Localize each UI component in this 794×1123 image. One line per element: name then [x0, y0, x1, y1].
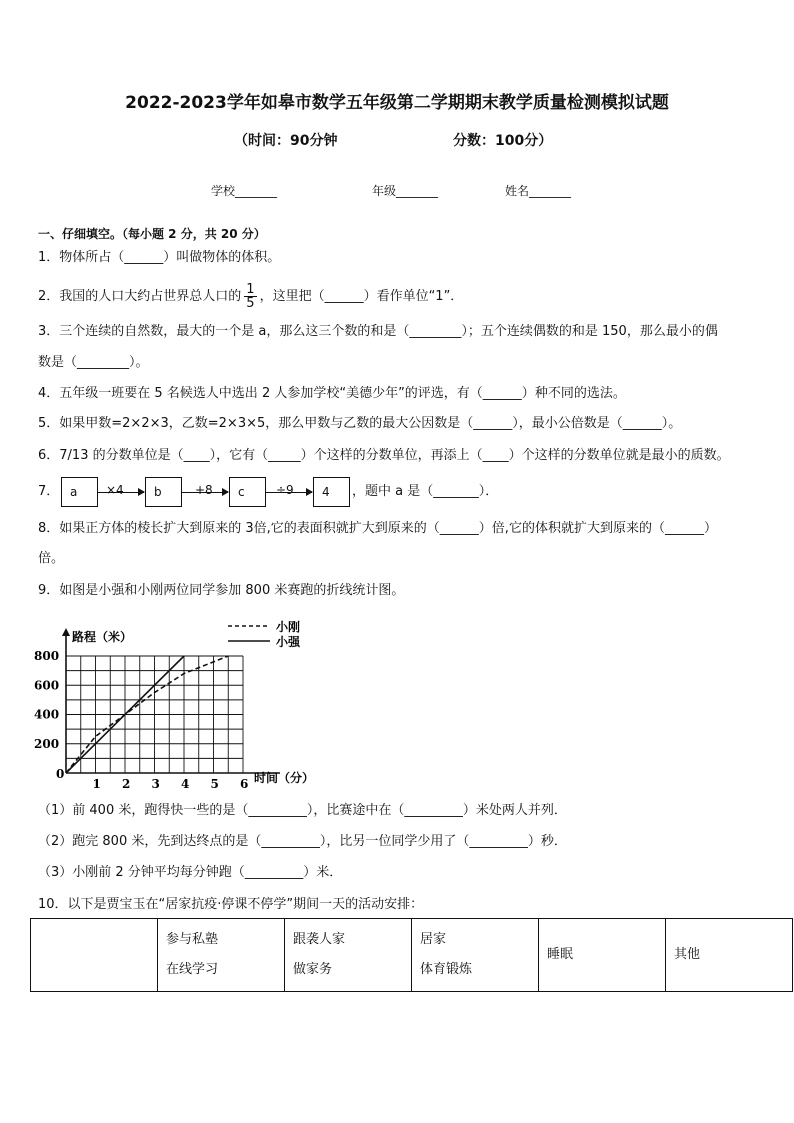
question-4: 4．五年级一班要在 5 名候选人中选出 2 人参加学校“美德少年”的评选，有（______）种不同的选法。 — [38, 386, 626, 401]
flow-box-b: b — [145, 477, 182, 507]
exam-score: 分数：100分） — [453, 133, 553, 149]
flow-box-a: a — [61, 477, 98, 507]
legend-label: 小刚 — [276, 620, 301, 634]
name-field: 姓名_______ — [505, 184, 572, 198]
section-heading: 一、仔细填空。（每小题 2 分，共 20 分） — [38, 227, 266, 241]
school-field: 学校_______ — [211, 184, 278, 198]
cell-line: 居家 — [420, 932, 447, 947]
question-9-part-1: （1）前 400 米，跑得快一些的是（_________），比赛途中在（_________）米处两人并列． — [38, 803, 567, 818]
flow-op-divide: ÷9 — [276, 483, 294, 497]
cell-line: 其他 — [674, 947, 701, 962]
flow-op-multiply: ×4 — [106, 483, 124, 497]
question-8-line-2: 倍。 — [38, 551, 65, 566]
question-5: 5．如果甲数=2×2×3，乙数=2×3×5，那么甲数与乙数的最大公因数是（______），最小公倍数是（______）。 — [38, 416, 682, 431]
fraction-denominator: 5 — [246, 296, 255, 311]
question-6: 6．7/13 的分数单位是（____），它有（_____）个这样的分数单位，再添上（____）个这样的分数单位就是最小的质数。 — [38, 448, 730, 463]
table-cell — [158, 919, 285, 992]
question-10-intro: 10．以下是贾宝玉在“居家抗疫·停课不停学”期间一天的活动安排： — [38, 897, 424, 912]
y-tick-label: 400 — [34, 707, 60, 722]
table-cell — [31, 919, 158, 992]
exam-time: （时间：90分钟 — [234, 133, 338, 149]
y-tick-label: 600 — [34, 678, 60, 693]
cell-line: 跟袭人家 — [293, 932, 346, 947]
flow-box-c: c — [229, 477, 266, 507]
chart-axes — [62, 628, 280, 773]
question-2-after: ，这里把（______）看作单位“1”． — [259, 289, 464, 304]
question-2-before: 2．我国的人口大约占世界总人口的 — [38, 289, 242, 304]
question-8-line-1: 8．如果正方体的棱长扩大到原来的 3倍,它的表面积就扩大到原来的（______）倍,它的体积就扩大到原来的（______） — [38, 521, 717, 536]
x-axis-label: 时间（分） — [254, 771, 315, 785]
cell-line: 参与私塾 — [166, 932, 219, 947]
cell-line: 体育锻炼 — [420, 962, 473, 977]
question-3-line-2: 数是（________）。 — [38, 355, 149, 370]
x-tick-label: 6 — [240, 777, 249, 791]
x-tick-label: 0 — [56, 767, 65, 781]
cell-line: 在线学习 — [166, 962, 219, 977]
table-cell — [666, 919, 793, 992]
y-axis-arrow — [62, 628, 70, 636]
fraction — [244, 283, 256, 310]
table-cell — [285, 919, 412, 992]
y-tick-label: 200 — [34, 736, 60, 751]
x-tick-label: 5 — [210, 777, 219, 791]
y-axis-label: 路程（米） — [72, 630, 133, 644]
chart-legend — [228, 620, 301, 649]
question-2 — [38, 283, 463, 310]
grade-field: 年级_______ — [372, 184, 439, 198]
table-row — [31, 919, 793, 992]
flow-op-add: +8 — [195, 483, 213, 497]
x-tick-label: 2 — [122, 777, 131, 791]
question-9-part-2: （2）跑完 800 米，先到达终点的是（_________），比另一位同学少用了（_________）秒． — [38, 834, 567, 849]
question-3-line-1: 3．三个连续的自然数，最大的一个是 a，那么这三个数的和是（________）；五个连续偶数的和是 150，那么最小的偶 — [38, 324, 718, 339]
x-tick-label: 4 — [181, 777, 190, 791]
cell-line: 睡眠 — [547, 947, 574, 962]
x-tick-label: 3 — [151, 777, 160, 791]
legend-label: 小强 — [276, 635, 301, 649]
exam-title: 2022-2023学年如皋市数学五年级第二学期期末教学质量检测模拟试题 — [125, 93, 669, 113]
y-tick-label: 800 — [34, 649, 60, 663]
question-9-intro: 9．如图是小强和小刚两位同学参加 800 米赛跑的折线统计图。 — [38, 583, 405, 598]
question-7-number: 7． — [38, 484, 60, 499]
cell-line: 做家务 — [293, 962, 333, 977]
chart-grid — [66, 656, 243, 773]
table-cell — [412, 919, 539, 992]
x-tick-label: 1 — [92, 777, 101, 791]
fraction-numerator: 1 — [246, 282, 255, 297]
running-line-chart — [30, 620, 320, 795]
activity-table — [30, 918, 793, 992]
question-1: 1．物体所占（______）叫做物体的体积。 — [38, 250, 281, 265]
question-7-tail: ，题中 a 是（_______）． — [352, 484, 499, 499]
table-cell — [539, 919, 666, 992]
question-9-part-3: （3）小刚前 2 分钟平均每分钟跑（_________）米． — [38, 865, 343, 880]
flow-box-result: 4 — [313, 477, 350, 507]
